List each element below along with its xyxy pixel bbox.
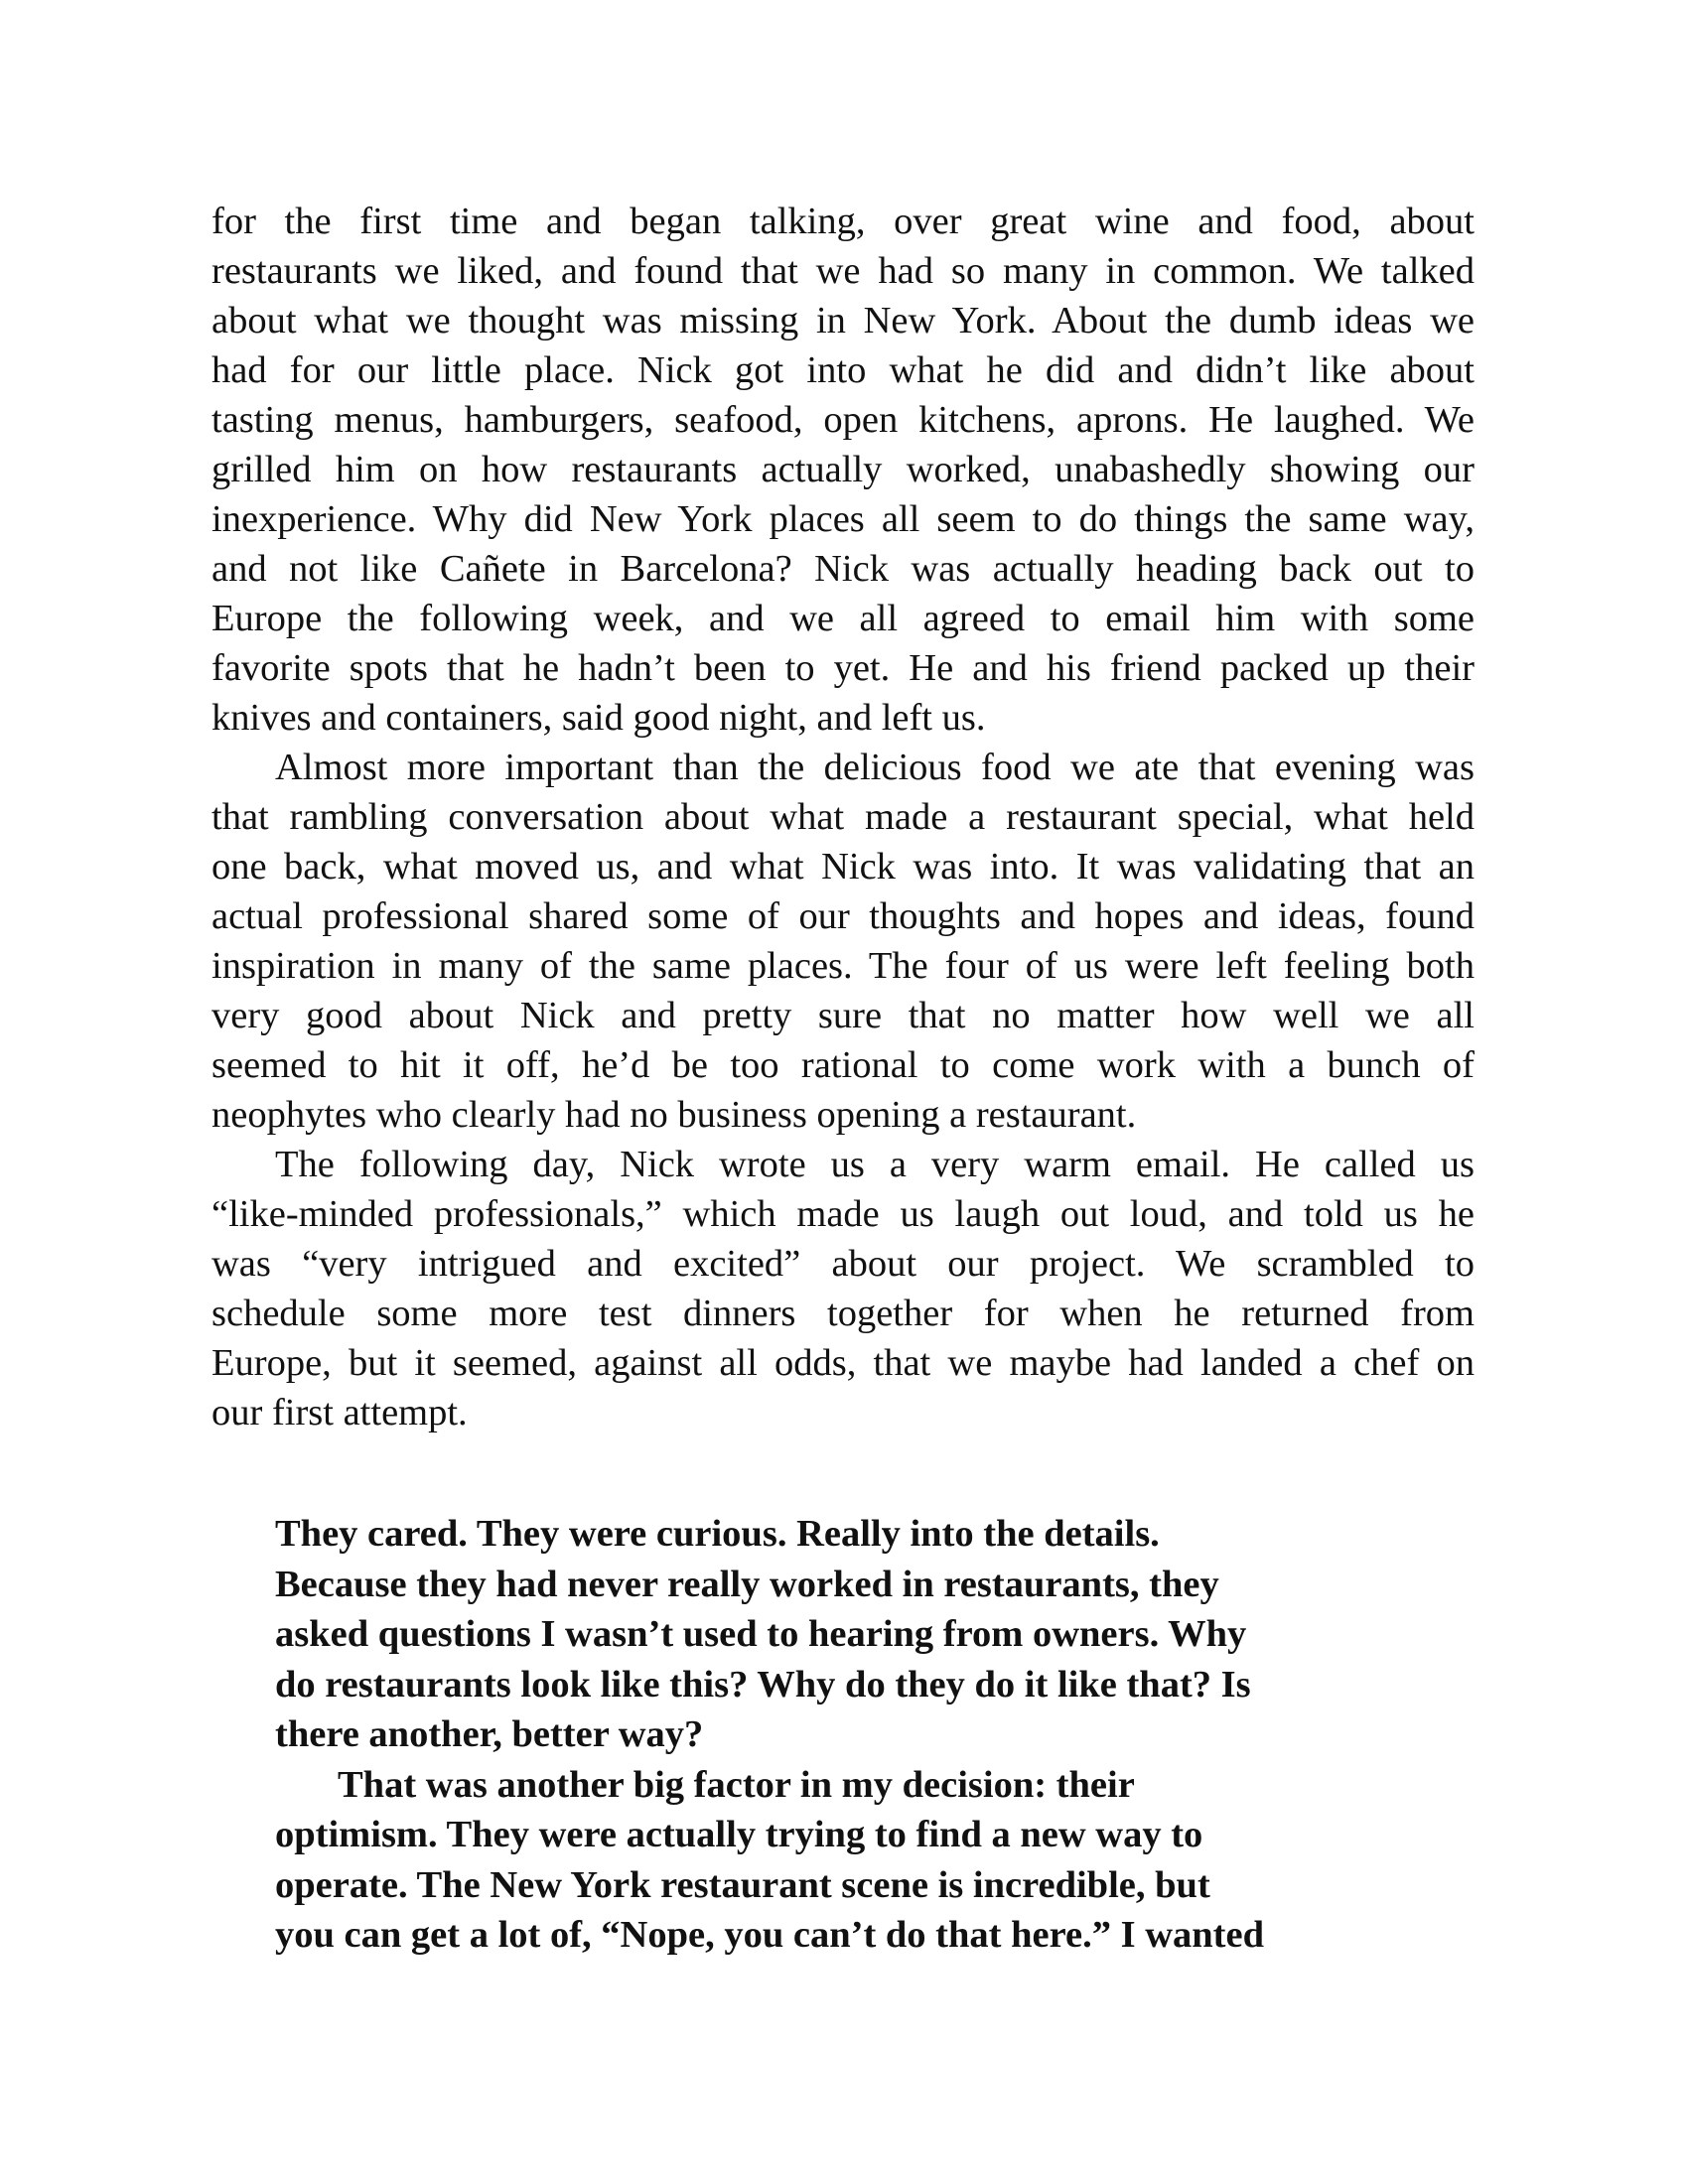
- chef-quote-block: [275, 1509, 1357, 1961]
- text-line: actual professional shared some of our thoughts and hopes and ideas, found: [211, 895, 1475, 937]
- text-line: tasting menus, hamburgers, seafood, open kitchens, aprons. He laughed. We: [211, 399, 1475, 441]
- text-line: and not like Cañete in Barcelona? Nick was actually heading back out to: [211, 548, 1475, 590]
- quote-line: optimism. They were actually trying to find a new way to: [275, 1814, 1203, 1855]
- text-line: favorite spots that he hadn’t been to yet. He and his friend packed up their: [211, 647, 1475, 689]
- quote-line: asked questions I wasn’t used to hearing from owners. Why: [275, 1613, 1247, 1655]
- body-text: [211, 197, 1475, 1437]
- text-line: neophytes who clearly had no business opening a restaurant.: [211, 1094, 1137, 1136]
- quote-paragraph-curious: [275, 1509, 1357, 1760]
- quote-line: do restaurants look like this? Why do they do it like that? Is: [275, 1663, 1251, 1706]
- quote-paragraph-optimism: [275, 1760, 1357, 1961]
- text-line: The following day, Nick wrote us a very warm email. He called us: [275, 1144, 1475, 1185]
- text-line: for the first time and began talking, over great wine and food, about: [211, 201, 1475, 242]
- text-line: was “very intrigued and excited” about our project. We scrambled to: [211, 1243, 1475, 1285]
- text-line: “like-minded professionals,” which made us laugh out loud, and told us he: [211, 1193, 1475, 1235]
- text-line: about what we thought was missing in New York. About the dumb ideas we: [211, 300, 1475, 341]
- paragraph-first-meeting: [211, 197, 1475, 743]
- text-line: Almost more important than the delicious food we ate that evening was: [275, 747, 1475, 788]
- text-line: had for our little place. Nick got into what he did and didn’t like about: [211, 349, 1475, 391]
- text-line: inspiration in many of the same places. The four of us were left feeling both: [211, 945, 1475, 987]
- text-line: seemed to hit it off, he’d be too rational to come work with a bunch of: [211, 1044, 1475, 1086]
- text-line: schedule some more test dinners together for when he returned from: [211, 1293, 1475, 1334]
- quote-line: Because they had never really worked in restaurants, they: [275, 1563, 1219, 1605]
- quote-line: operate. The New York restaurant scene is incredible, but: [275, 1863, 1210, 1906]
- paragraph-email: [211, 1140, 1475, 1437]
- text-line: very good about Nick and pretty sure that no matter how well we all: [211, 995, 1475, 1036]
- text-line: inexperience. Why did New York places all seem to do things the same way,: [211, 498, 1475, 540]
- quote-line: That was another big factor in my decision: their: [338, 1763, 1135, 1806]
- text-line: one back, what moved us, and what Nick was into. It was validating that an: [211, 846, 1475, 887]
- paragraph-conversation: [211, 743, 1475, 1140]
- text-line: our first attempt.: [211, 1392, 468, 1433]
- quote-line: They cared. They were curious. Really into the details.: [275, 1513, 1160, 1555]
- text-line: knives and containers, said good night, and left us.: [211, 697, 986, 739]
- quote-line: there another, better way?: [275, 1713, 704, 1755]
- text-line: that rambling conversation about what made a restaurant special, what held: [211, 796, 1475, 838]
- quote-line: you can get a lot of, “Nope, you can’t do that here.” I wanted: [275, 1914, 1264, 1956]
- text-line: Europe, but it seemed, against all odds, that we maybe had landed a chef on: [211, 1342, 1475, 1384]
- text-line: restaurants we liked, and found that we had so many in common. We talked: [211, 250, 1475, 292]
- text-line: grilled him on how restaurants actually worked, unabashedly showing our: [211, 449, 1475, 490]
- text-line: Europe the following week, and we all agreed to email him with some: [211, 598, 1475, 639]
